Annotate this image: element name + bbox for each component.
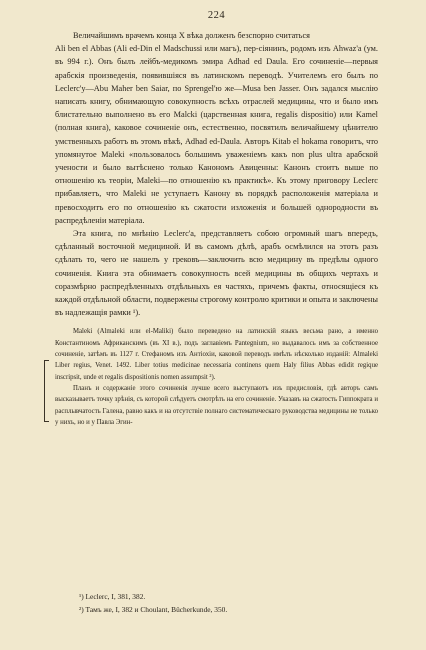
- spacer: [55, 319, 378, 326]
- paragraph-ali-ben-el-abbas: Ali ben el Abbas (Ali ed-Din el Madschussi или магъ), пер-сіянинъ, родомъ изъ Ahwaz'а (ум. въ 994 г.). Онъ былъ лейбъ-медикомъ эмира Adhad ed Daula. Его сочиненіе—первыя арабскія произведенія, появившіяся въ латинскомъ переводѣ. Учителемъ его былъ по Leclerc'у—Abu Maher ben Saiar, по Sprengel'ю же—Musa ben Jasser. Онъ задался мыслію написать книгу, обнимающую совокупность всѣхъ отраслей медицины, что и было имъ блистательно выполнено въ его Malcki (царственная книга, regalis dispositio) или Kamel (полная книга), каковое сочиненіе онъ, естественно, посвятилъ величайшему цѣнителю умственныхъ работъ въ этомъ вѣкѣ, Adhad ed-Daula. Авторъ Kitab el hokama говоритъ, что упомянутое Maleki «пользовалось большимъ уваженіемъ какъ non plus ultra арабской учености и было вытѣснено только Канономъ Авиценны: Канонъ стоитъ выше по отношенію къ теоріи, Maleki—по отношенію къ практикѣ». Къ этому приговору Leclerc прибавляетъ, что Maleki не уступаетъ Канону въ порядкѣ расположенія матеріала и превосходитъ его по отношенію къ сжатости изложенія и большей однородности въ распредѣленіи матеріала.: [55, 44, 378, 225]
- footnote-2: ²) Тамъ же, I, 382 и Choulant, Bücherkunde, 350.: [79, 605, 228, 614]
- margin-bracket: [44, 360, 49, 422]
- paragraph-maleki-translation: Maleki (Almaleki или el-Maliki) было переведено на латинскій языкъ весьма рано, а именно Константиномъ Африканскимъ (въ XI в.), подъ заглавіемъ Pantegnium, но выдавалось имъ за собственное сочиненіе, затѣмъ въ 1127 г. Стефаномъ изъ Антіохіи, каковой переводъ имѣлъ нѣсколько изданій: Almaleki Liber regius, Venet. 1492. Liber totius medicinae necessaria continens quem Haly filius Abbas edidit regique inscripsit, unde et regalis dispositionis nomen assumpsit ²).: [55, 328, 378, 381]
- page-number: 224: [207, 10, 226, 21]
- footnote-1: ¹) Leclerc, I, 381, 382.: [79, 592, 146, 601]
- footnotes: [55, 590, 378, 616]
- paragraph-intro: Величайшимъ врачемъ конца X вѣка долженъ безспорно считаться: [73, 31, 310, 40]
- paragraph-leclerc-opinion: Эта книга, по мнѣнію Leclerc'а, представляетъ собою огромный шагъ впередъ, сдѣланный восточной медициной. И въ самомъ дѣлѣ, арабъ осмѣлился на этотъ разъ сдѣлать то, чего не нашелъ у грековъ—заключить всю медицину въ предѣлы одного сочиненія. Книга эта обнимаетъ совокупность всей медицины въ общихъ чертахъ и соразмѣрно распредѣленныхъ отдѣльныхъ ея частяхъ, причемъ факты, относящіеся къ каждой отдѣльной области, подвержены строгому контролю критики и опыта и заключены въ надлежащія рамки ¹).: [55, 229, 378, 318]
- paragraph-plan-content: Планъ и содержаніе этого сочиненія лучше всего выступаютъ изъ предисловія, гдѣ авторъ самъ высказываетъ точку зрѣнія, съ которой слѣдуетъ смотрѣть на его сочиненіе. Указавъ на сжатость Гиппократа и расплывчатость Галена, равно какъ и на отсутствіе полнаго систематическаго руководства медицины не только у нихъ, но и у Павла Эгин-: [55, 384, 378, 426]
